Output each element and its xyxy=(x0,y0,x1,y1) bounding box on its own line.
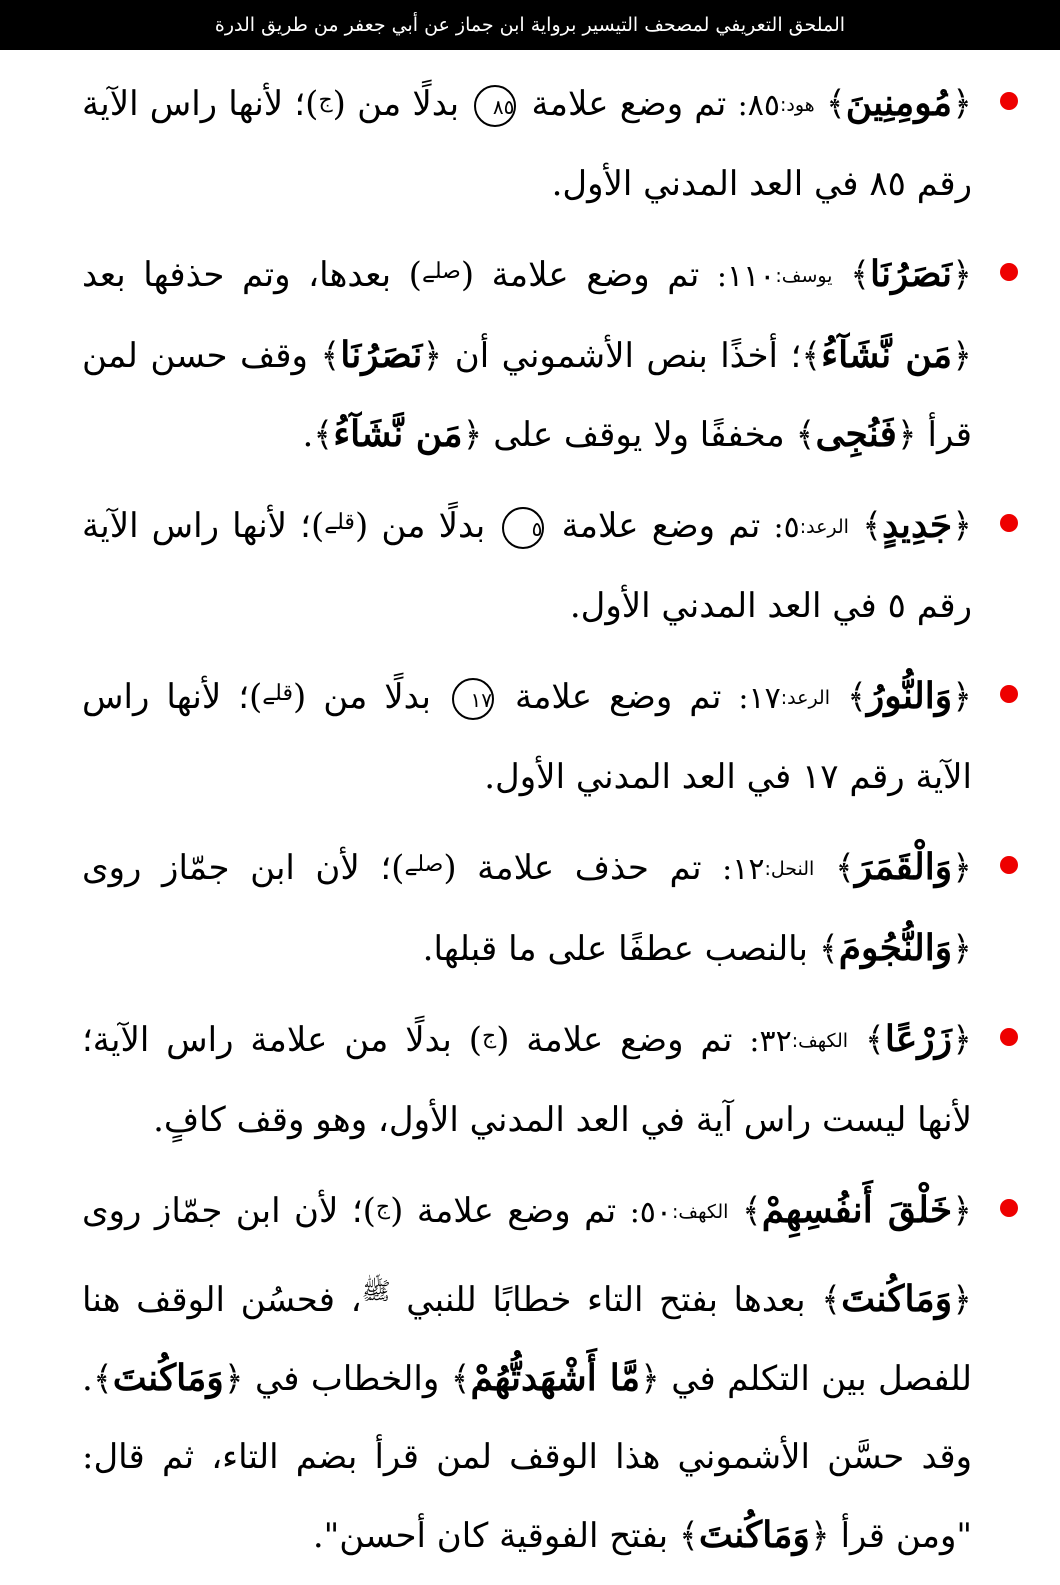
entry-text: تم وضع علامة ( xyxy=(390,1191,617,1231)
entry-text: بدلًا من ( xyxy=(354,506,486,546)
surah-ref: الرعد: xyxy=(780,687,830,709)
entry-text: بدلًا من ( xyxy=(292,677,431,717)
bullet-icon xyxy=(1000,514,1018,532)
entry-text: بالنصب عطفًا على ما قبلها. xyxy=(422,929,808,969)
quran-word: زَرْعًا xyxy=(884,1018,953,1060)
surah-ref: هود: xyxy=(779,94,815,116)
ayah-ref-number: ١٢: xyxy=(722,852,765,887)
entry-text: ، فحسُن الوقف هنا للفصل بين التكلم في xyxy=(82,1280,973,1399)
entry-kahf-32 xyxy=(82,998,1012,1159)
entry-text: ) بعدها، وتم حذفها بعد xyxy=(82,255,422,295)
surah-ref: الكهف: xyxy=(672,1201,729,1223)
ornate-bracket-close: ﴾ xyxy=(818,929,839,969)
ornate-bracket-open: ﴿ xyxy=(952,848,973,888)
bullet-icon xyxy=(1000,1028,1018,1046)
entry-raad-17 xyxy=(82,655,1012,816)
entry-text: وقف حسن لمن قرأ xyxy=(82,336,972,455)
entry-nahl-12 xyxy=(82,826,1012,988)
ornate-bracket-open: ﴿ xyxy=(422,336,443,376)
ayah-ref-number: ٣٢: xyxy=(749,1024,792,1059)
entry-text: بدلًا من ( xyxy=(332,84,460,124)
waqf-symbol: قلے xyxy=(324,510,355,535)
entry-kahf-50 xyxy=(82,1169,1012,1575)
entry-text: تم وضع علامة xyxy=(531,84,727,124)
ornate-bracket-open: ﴿ xyxy=(896,415,917,455)
entry-text: بفتح الفوقية كان أحسن". xyxy=(312,1516,669,1556)
bullet-icon xyxy=(1000,856,1018,874)
quran-word: وَمَاكُنتَ xyxy=(841,1278,953,1320)
waqf-symbol: ج xyxy=(375,1195,391,1220)
quran-word: مَن نَّشَآءُ xyxy=(821,334,953,376)
quran-word: وَالنُّورُ xyxy=(866,675,953,717)
waqf-symbol: ج xyxy=(482,1024,497,1049)
bullet-icon xyxy=(1000,685,1018,703)
ornate-bracket-close: ﴾ xyxy=(825,84,846,124)
quran-word: جَدِيدٍ xyxy=(882,504,953,546)
quran-word: مُومِنِينَ xyxy=(845,82,953,124)
quran-word: خَلْقَ أَنفُسِهِمْ xyxy=(761,1189,953,1231)
ornate-bracket-close: ﴾ xyxy=(850,255,870,295)
entry-text: تم وضع علامة xyxy=(561,506,761,546)
quran-word: فَنُجِى xyxy=(815,413,897,455)
ornate-bracket-open: ﴿ xyxy=(952,84,972,124)
entry-text: تم وضع علامة ( xyxy=(460,255,700,295)
ornate-bracket-close: ﴾ xyxy=(450,1359,471,1399)
entry-text: )؛ لأنها راس الآية رقم ١٧ في العد المدني الأول. xyxy=(82,677,972,797)
bullet-icon xyxy=(1000,92,1018,110)
ayah-end-mark-icon: ١٧ xyxy=(452,678,494,720)
entry-text: مخففًا ولا يوقف على xyxy=(493,415,785,455)
ornate-bracket-open: ﴿ xyxy=(952,929,972,969)
honorific-symbol: ﷺ xyxy=(361,1277,391,1305)
entry-text: . xyxy=(302,415,314,455)
quran-word: وَمَاكُنتَ xyxy=(698,1514,810,1556)
ornate-bracket-close: ﴾ xyxy=(795,415,816,455)
quran-word: وَالْقَمَرَ xyxy=(854,846,953,888)
surah-ref: الكهف: xyxy=(791,1030,849,1052)
ayah-ref-number: ٨٥: xyxy=(737,88,780,123)
ayah-ref-number: ١٧: xyxy=(738,681,781,716)
waqf-symbol: قلے xyxy=(262,681,293,706)
ornate-bracket-close: ﴾ xyxy=(678,1516,699,1556)
entry-text: ؛ أخذًا بنص الأشموني أن xyxy=(454,336,802,376)
ayah-ref-number: ٥: xyxy=(773,510,800,545)
ayah-ref-number: ١١٠: xyxy=(716,259,776,294)
entry-yusuf-110 xyxy=(82,233,1012,474)
surah-ref: الرعد: xyxy=(799,516,849,538)
ornate-bracket-close: ﴾ xyxy=(834,848,855,888)
surah-ref: يوسف: xyxy=(775,265,833,287)
entry-text: تم وضع علامة xyxy=(514,677,722,717)
entry-text: )؛ لأن ابن جمّاز روى xyxy=(82,848,405,888)
entry-text: بعدها بفتح التاء خطابًا للنبي xyxy=(406,1280,806,1320)
ornate-bracket-open: ﴿ xyxy=(639,1359,660,1399)
entry-raad-5 xyxy=(82,484,1012,645)
ornate-bracket-open: ﴿ xyxy=(952,1191,972,1231)
ornate-bracket-open: ﴿ xyxy=(952,506,973,546)
ornate-bracket-open: ﴿ xyxy=(952,255,972,295)
ornate-bracket-open: ﴿ xyxy=(952,677,973,717)
ornate-bracket-close: ﴾ xyxy=(313,415,334,455)
entry-text: ) بدلًا من علامة راس الآية؛ لأنها ليست راس آية في العد المدني الأول، وهو وقف كافٍ. xyxy=(82,1020,972,1140)
ornate-bracket-open: ﴿ xyxy=(462,415,483,455)
waqf-symbol: ج xyxy=(318,88,333,113)
entry-text: والخطاب في xyxy=(254,1359,440,1399)
ornate-bracket-close: ﴾ xyxy=(846,677,867,717)
ornate-bracket-open: ﴿ xyxy=(809,1516,830,1556)
entry-text: )؛ لأن ابن جمّاز روى xyxy=(82,1191,376,1231)
ayah-end-mark-icon: ٥ xyxy=(502,507,544,549)
entry-text: . وقد حسَّن الأشموني هذا الوقف لمن قرأ بضم التاء، ثم قال: "ومن قرأ xyxy=(82,1359,972,1556)
quran-word: مَّا أَشْهَدتُّهُمْ xyxy=(470,1357,640,1399)
bullet-icon xyxy=(1000,1199,1018,1217)
ornate-bracket-close: ﴾ xyxy=(864,1020,885,1060)
ornate-bracket-close: ﴾ xyxy=(320,336,341,376)
ornate-bracket-close: ﴾ xyxy=(92,1359,113,1399)
quran-word: وَالنُّجُومَ xyxy=(838,927,953,969)
ayah-ref-number: ٥٠: xyxy=(629,1195,673,1230)
entry-text: )؛ لأنها راس الآية رقم ٨٥ في العد المدني الأول. xyxy=(82,84,972,204)
quran-word: نَصَرُنَا xyxy=(869,253,953,295)
entries-list xyxy=(82,62,1012,1585)
bullet-icon xyxy=(1000,263,1018,281)
ornate-bracket-open: ﴿ xyxy=(952,1280,973,1320)
ornate-bracket-open: ﴿ xyxy=(952,336,972,376)
quran-word: وَمَاكُنتَ xyxy=(112,1357,224,1399)
ornate-bracket-close: ﴾ xyxy=(862,506,883,546)
waqf-symbol: صلے xyxy=(421,259,461,284)
ornate-bracket-close: ﴾ xyxy=(821,1280,842,1320)
ornate-bracket-open: ﴿ xyxy=(952,1020,972,1060)
page-header: الملحق التعريفي لمصحف التيسير برواية ابن جماز عن أبي جعفر من طريق الدرة xyxy=(0,0,1060,50)
ornate-bracket-close: ﴾ xyxy=(801,336,822,376)
quran-word: نَصَرُنَا xyxy=(340,334,423,376)
ornate-bracket-close: ﴾ xyxy=(741,1191,762,1231)
surah-ref: النحل: xyxy=(764,858,815,880)
entry-text: )؛ لأنها راس الآية رقم ٥ في العد المدني الأول. xyxy=(82,506,972,626)
entry-hud-85 xyxy=(82,62,1012,223)
entry-text: تم وضع علامة ( xyxy=(496,1020,733,1060)
quran-word: مَن نَّشَآءُ xyxy=(333,413,463,455)
waqf-symbol: صلے xyxy=(404,852,444,877)
ornate-bracket-open: ﴿ xyxy=(223,1359,244,1399)
ayah-end-mark-icon: ٨٥ xyxy=(474,85,516,127)
entry-text: تم حذف علامة ( xyxy=(443,848,702,888)
